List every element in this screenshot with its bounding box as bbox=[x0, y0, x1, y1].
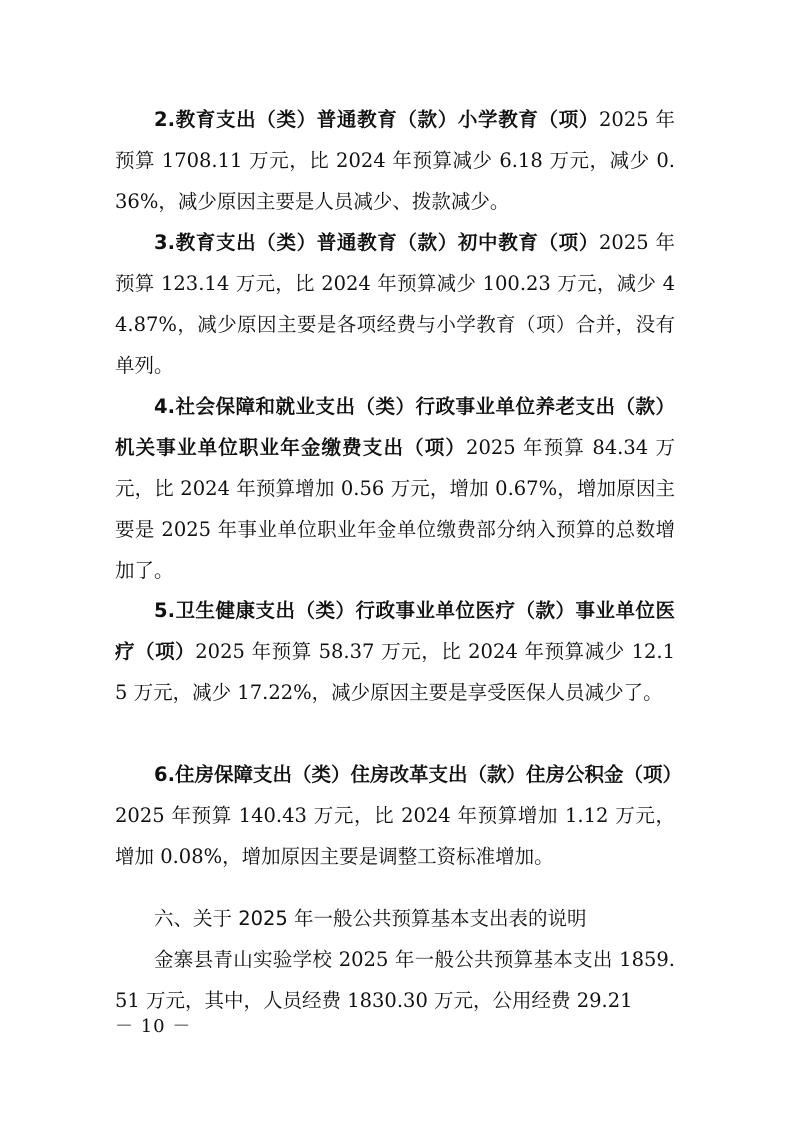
paragraph-junior-high-education bbox=[115, 222, 675, 386]
paragraph-heading: 2.教育支出（类）普通教育（款）小学教育（项） bbox=[154, 108, 600, 131]
paragraph-body: 2025 年预算 123.14 万元，比 2024 年预算减少 100.23 万元，减少 44.87%，减少原因主要是各项经费与小学教育（项）合并，没有单列。 bbox=[115, 231, 676, 377]
paragraph-body: 2025 年预算 140.43 万元，比 2024 年预算增加 1.12 万元，增加 0.08%，增加原因主要是调整工资标准增加。 bbox=[115, 804, 675, 868]
paragraph-heading: 4.社会保障和就业支出（类）行政事业单位养老支出（款）机关事业单位职业年金缴费支出（项） bbox=[115, 395, 675, 459]
paragraph-heading: 3.教育支出（类）普通教育（款）初中教育（项） bbox=[154, 231, 600, 254]
paragraph-heading: 6.住房保障支出（类）住房改革支出（款）住房公积金（项） bbox=[154, 763, 682, 786]
paragraph-body: 2025 年预算 1708.11 万元，比 2024 年预算减少 6.18 万元，减少 0.36%，减少原因主要是人员减少、拨款减少。 bbox=[115, 108, 676, 213]
section-heading: 六、关于 2025 年一般公共预算基本支出表的说明 bbox=[154, 907, 587, 930]
paragraph-primary-education bbox=[115, 99, 675, 222]
paragraph-body: 2025 年预算 84.34 万元，比 2024 年预算增加 0.56 万元，增加 0.67%，增加原因主要是 2025 年事业单位职业年金单位缴费部分纳入预算的总数增加了。 bbox=[115, 436, 675, 582]
paragraph-housing-fund bbox=[115, 754, 682, 877]
paragraph-heading: 5.卫生健康支出（类）行政事业单位医疗（款）事业单位医疗（项） bbox=[115, 599, 675, 663]
paragraph-body: 2025 年预算 58.37 万元，比 2024 年预算减少 12.15 万元，减少 17.22%，减少原因主要是享受医保人员减少了。 bbox=[115, 640, 675, 704]
section-body: 金寨县青山实验学校 2025 年一般公共预算基本支出 1859.51 万元，其中，人员经费 1830.30 万元，公用经费 29.21 bbox=[115, 948, 675, 1012]
paragraph-health-medical bbox=[115, 590, 675, 713]
page-number: － 10 － bbox=[115, 1016, 192, 1037]
paragraph-pension-annuity bbox=[115, 386, 675, 591]
